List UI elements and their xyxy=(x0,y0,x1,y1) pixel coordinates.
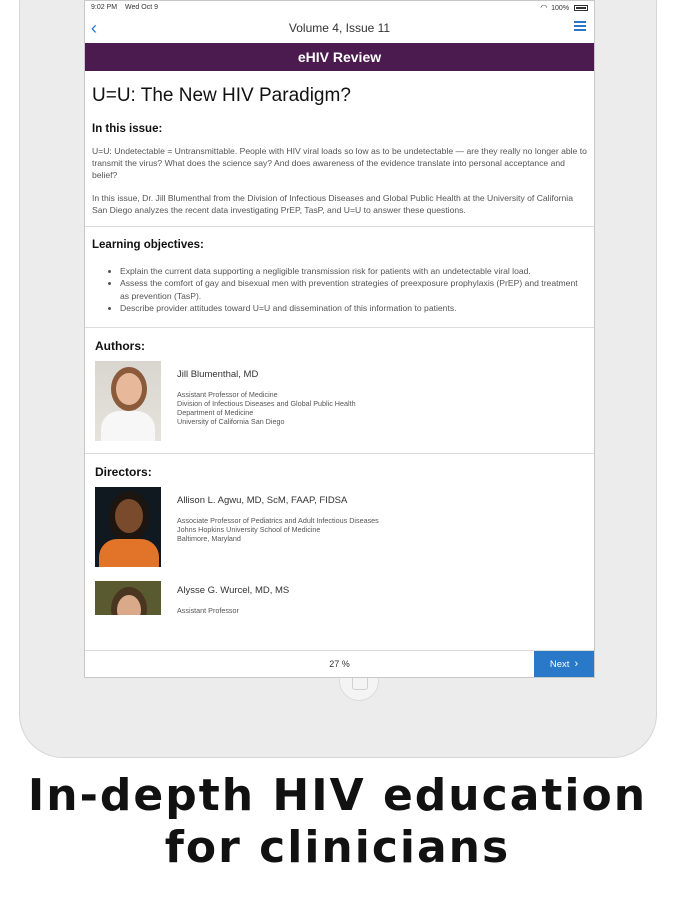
directors-section xyxy=(85,454,594,615)
status-bar xyxy=(85,1,594,13)
chevron-left-icon[interactable]: ‹ xyxy=(91,18,97,38)
next-button[interactable] xyxy=(534,651,594,677)
objectives-list xyxy=(92,265,587,315)
author-title-line: University of California San Diego xyxy=(177,416,285,426)
director-title-line: Johns Hopkins University School of Medicine xyxy=(177,524,321,534)
author-photo xyxy=(95,361,161,441)
caption-line-1: In-depth HIV education xyxy=(27,770,648,821)
wifi-icon: ◠ xyxy=(540,2,548,12)
authors-heading: Authors: xyxy=(95,338,145,353)
objectives-heading: Learning objectives: xyxy=(92,239,204,252)
battery-percent: 100% xyxy=(551,4,570,12)
director-card xyxy=(85,581,594,615)
promo-caption xyxy=(0,770,675,874)
author-title-line: Assistant Professor of Medicine xyxy=(177,389,278,399)
director-title-line: Assistant Professor xyxy=(177,605,239,615)
director-title-line: Baltimore, Maryland xyxy=(177,533,241,543)
intro-paragraph: In this issue, Dr. Jill Blumenthal from the Division of Infectious Diseases and Global Public Health at the University of California San Diego analyzes the recent data investigating PrEP, TasP, and U=U to answer these questions. xyxy=(92,192,573,215)
article-content[interactable] xyxy=(85,71,594,650)
directors-heading: Directors: xyxy=(95,464,152,479)
objective-item: • Describe provider attitudes toward U=U and dissemination of this information to patients. xyxy=(120,302,587,314)
in-this-issue-section xyxy=(85,123,594,216)
status-date: Wed Oct 9 xyxy=(125,3,158,11)
hamburger-menu-icon[interactable] xyxy=(574,21,586,33)
status-time: 9:02 PM xyxy=(91,3,118,11)
director-photo xyxy=(95,487,161,567)
author-name: Jill Blumenthal, MD xyxy=(177,368,259,380)
author-title-line: Division of Infectious Diseases and Global Public Health xyxy=(177,398,356,408)
progress-indicator: 27 % xyxy=(329,659,350,669)
director-name: Alysse G. Wurcel, MD, MS xyxy=(177,584,290,596)
next-button-label: Next xyxy=(549,658,570,670)
divider xyxy=(85,226,594,227)
caption-line-2: for clinicians xyxy=(164,822,511,873)
navigation-bar xyxy=(85,13,594,43)
bottom-bar xyxy=(85,650,594,677)
battery-icon xyxy=(574,5,588,11)
author-title-line: Department of Medicine xyxy=(177,407,254,417)
author-card xyxy=(85,361,594,441)
director-photo xyxy=(95,581,161,615)
app-screen xyxy=(84,0,595,678)
director-name: Allison L. Agwu, MD, ScM, FAAP, FIDSA xyxy=(177,494,348,506)
intro-paragraph: U=U: Undetectable = Untransmittable. People with HIV viral loads so low as to be undetectable — are they really no longer able to transmit the virus? What does the science say? And does awareness of the evidence translate into personal acceptance and belief? xyxy=(92,146,587,181)
director-title-line: Associate Professor of Pediatrics and Adult Infectious Diseases xyxy=(177,515,379,525)
issue-title: Volume 4, Issue 11 xyxy=(288,21,391,35)
objective-item: • Explain the current data supporting a negligible transmission risk for patients with an undetectable viral load. xyxy=(120,265,587,277)
article-title: U=U: The New HIV Paradigm? xyxy=(92,85,351,106)
banner-title: eHIV Review xyxy=(297,49,382,65)
objective-item: • Assess the comfort of gay and bisexual men with prevention strategies of preexposure prophylaxis (PrEP) and treatment as prevention (TasP). xyxy=(120,277,587,302)
publication-banner xyxy=(85,43,594,71)
director-card xyxy=(85,487,594,567)
chevron-right-icon: › xyxy=(574,658,579,670)
objectives-section xyxy=(85,239,594,315)
authors-section xyxy=(85,328,594,441)
in-this-issue-heading: In this issue: xyxy=(92,123,163,135)
